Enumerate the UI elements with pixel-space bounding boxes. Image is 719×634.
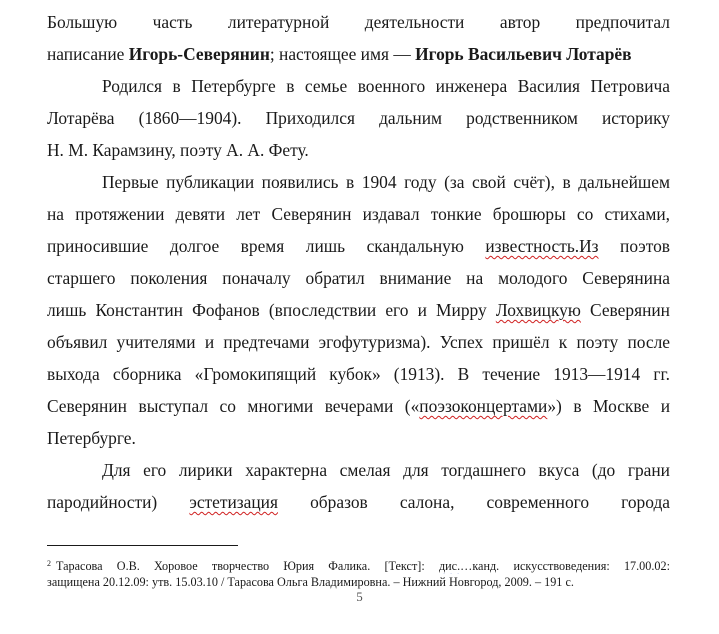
text-line: Первые публикации появились в 1904 году (за свой счёт), в дальнейшем	[102, 172, 670, 192]
text-run: Тарасова О.В. Хоровое творчество Юрия Фалика. [Текст]:	[56, 559, 439, 573]
text-line	[47, 393, 670, 425]
body-text	[47, 9, 670, 521]
text-line: Н. М. Карамзину, поэту А. А. Фету.	[47, 140, 309, 160]
text-run: приносившие долгое время лишь скандальную	[47, 236, 486, 256]
text-line: Лотарёва (1860—1904). Приходился дальним родственником историку	[47, 108, 670, 128]
text-line	[47, 41, 670, 73]
text-line: старшего поколения поначалу обратил внимание на молодого Северянина	[47, 268, 670, 288]
real-name-bold: Игорь Васильевич Лотарёв	[415, 44, 632, 64]
text-line: на протяжении девяти лет Северянин издавал тонкие брошюры со стихами,	[47, 204, 670, 224]
footnote-line: защищена 20.12.09: утв. 15.03.10 / Тарасова Ольга Владимировна. – Нижний Новгород, 2009. – 191 с.	[47, 575, 574, 589]
spellcheck-word[interactable]: поэзоконцертами	[419, 396, 548, 416]
text-run: ; настоящее имя —	[269, 44, 416, 64]
page-number: 5	[356, 589, 363, 604]
spellcheck-word[interactable]: известность.Из	[485, 236, 599, 256]
text-line	[47, 233, 670, 265]
text-run: образов салона, современного города	[277, 492, 670, 512]
text-run: Северянин выступал со многими вечерами («	[47, 396, 420, 416]
spellcheck-word[interactable]: дис.	[438, 559, 461, 573]
text-line: Для его лирики характерна смелая для тогдашнего вкуса (до грани	[102, 460, 670, 480]
spellcheck-word[interactable]: эстетизация	[189, 492, 278, 512]
text-line: выхода сборника «Громокипящий кубок» (1913). В течение 1913—1914 гг.	[47, 364, 670, 384]
footnote-line	[47, 556, 670, 574]
text-run: лишь Константин Фофанов (впоследствии его и Мирру	[47, 300, 496, 320]
text-line	[47, 489, 670, 521]
footnote-separator	[47, 545, 238, 546]
text-line: Родился в Петербурге в семье военного инженера Василия Петровича	[102, 76, 670, 96]
text-line	[47, 297, 670, 329]
spellcheck-word[interactable]: Лохвицкую	[495, 300, 581, 320]
text-run: написание	[47, 44, 129, 64]
text-line: Большую часть литературной деятельности автор предпочитал	[47, 12, 670, 32]
text-line: объявил учителями и предтечами эгофутуризма). Успех пришёл к поэту после	[47, 332, 670, 352]
pseudonym-bold: Игорь-Северянин	[128, 44, 270, 64]
text-run: …	[460, 559, 473, 573]
text-line: Петербурге.	[47, 428, 136, 448]
text-run: ») в Москве и	[547, 396, 670, 416]
text-run: поэтов	[598, 236, 670, 256]
text-run: канд.	[472, 559, 500, 573]
footnote	[47, 556, 670, 590]
footnote-number: 2	[47, 559, 51, 568]
text-run: Северянин	[580, 300, 670, 320]
text-run: пародийности)	[47, 492, 190, 512]
text-run: искусствоведения: 17.00.02:	[499, 559, 670, 573]
